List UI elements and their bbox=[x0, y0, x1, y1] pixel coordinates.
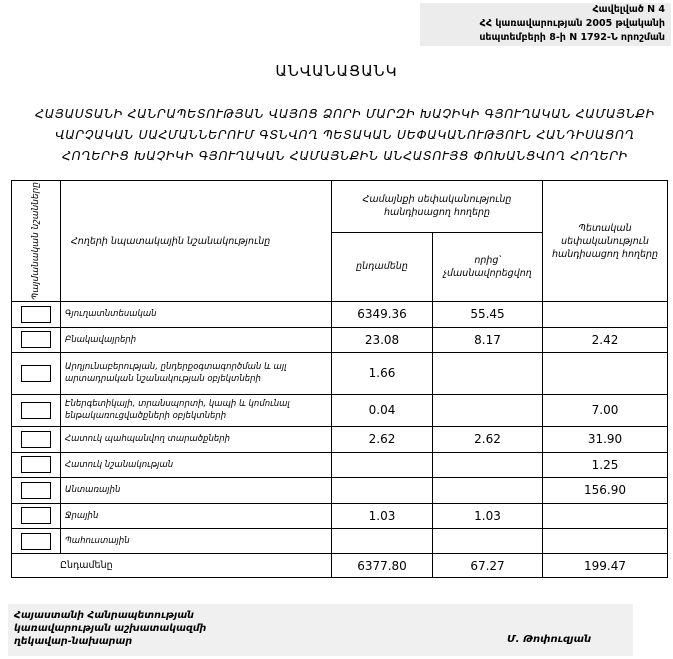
totals-state: 199.47 bbox=[543, 554, 668, 578]
row-total: 1.66 bbox=[332, 352, 433, 394]
row-state: 1.25 bbox=[543, 452, 668, 477]
row-state bbox=[543, 352, 668, 394]
code-box bbox=[12, 529, 61, 554]
table-row bbox=[12, 394, 668, 427]
table-row bbox=[12, 327, 668, 352]
row-total: 2.62 bbox=[332, 427, 433, 452]
community-group-header: Համայնքի սեփականությունը հանդիսացող հողերը bbox=[332, 181, 543, 233]
table-row bbox=[12, 427, 668, 452]
row-of-which bbox=[433, 529, 543, 554]
code-box bbox=[12, 327, 61, 352]
row-name: Անտառային bbox=[61, 478, 332, 503]
totals-of-which: 67.27 bbox=[433, 554, 543, 578]
total-header: ընդամենը bbox=[332, 232, 433, 301]
row-total: 23.08 bbox=[332, 327, 433, 352]
row-name: Պահուստային bbox=[61, 529, 332, 554]
signatory-line-2: կառավարության աշխատակազմի bbox=[14, 623, 207, 634]
row-total: 0.04 bbox=[332, 394, 433, 427]
document-title: ԱՆՎԱՆԱՑԱՆԿ bbox=[275, 62, 398, 80]
row-of-which bbox=[433, 452, 543, 477]
row-name: Էներգետիկայի, տրանսպորտի, կապի և կոմունալ ենթակառուցվածքների օբյեկտների bbox=[61, 394, 332, 427]
annex-reference bbox=[420, 3, 671, 46]
row-of-which bbox=[433, 352, 543, 394]
row-total: 6349.36 bbox=[332, 302, 433, 327]
of-which-header: որից՝ չմասնավորեցվող bbox=[433, 232, 543, 301]
table-row bbox=[12, 503, 668, 528]
document-subtitle bbox=[20, 103, 670, 166]
row-total bbox=[332, 478, 433, 503]
state-header: Պետական սեփականություն հանդիսացող հողերը bbox=[543, 181, 668, 302]
code-box bbox=[12, 302, 61, 327]
row-name: Բնակավայրերի bbox=[61, 327, 332, 352]
row-name: Գյուղատնտեսական bbox=[61, 302, 332, 327]
land-table bbox=[11, 180, 668, 578]
row-of-which: 2.62 bbox=[433, 427, 543, 452]
table-row bbox=[12, 302, 668, 327]
row-state bbox=[543, 503, 668, 528]
code-box bbox=[12, 478, 61, 503]
subtitle-line-2: ՎԱՐՉԱԿԱՆ ՍԱՀՄԱՆՆԵՐՈՒՄ ԳՏՆՎՈՂ ՊԵՏԱԿԱՆ ՍԵՓԱԿԱՆՈՒԹՅՈՒՆ ՀԱՆԴԻՍԱՑՈՂ bbox=[55, 127, 635, 142]
row-total: 1.03 bbox=[332, 503, 433, 528]
row-name: Հատուկ նշանակության bbox=[61, 452, 332, 477]
table-row bbox=[12, 529, 668, 554]
totals-row bbox=[12, 554, 668, 578]
signatory-line-3: ղեկավար-նախարար bbox=[14, 636, 133, 647]
row-of-which: 1.03 bbox=[433, 503, 543, 528]
row-state: 2.42 bbox=[543, 327, 668, 352]
totals-total: 6377.80 bbox=[332, 554, 433, 578]
annex-decree: ՀՀ կառավարության 2005 թվականի bbox=[479, 18, 665, 29]
annex-date: սեպտեմբերի 8-ի N 1792-Ն որոշման bbox=[479, 32, 665, 43]
code-header: Պայմանական նշանները bbox=[12, 181, 61, 302]
signatory-name: Մ. Թոփուզյան bbox=[507, 634, 592, 645]
signatory-line-1: Հայաստանի Հանրապետության bbox=[14, 610, 194, 621]
code-box bbox=[12, 452, 61, 477]
subtitle-line-3: ՀՈՂԵՐԻՑ ԽԱՉԻԿԻ ԳՅՈՒՂԱԿԱՆ ՀԱՄԱՅՆՔԻՆ ԱՆՀԱՏՈՒՅՑ ՓՈԽԱՆՑՎՈՂ ՀՈՂԵՐԻ bbox=[62, 148, 628, 163]
subtitle-line-1: ՀԱՅԱՍՏԱՆԻ ՀԱՆՐԱՊԵՏՈՒԹՅԱՆ ՎԱՅՈՑ ՁՈՐԻ ՄԱՐԶԻ ԽԱՉԻԿԻ ԳՅՈՒՂԱԿԱՆ ՀԱՄԱՅՆՔԻ bbox=[35, 106, 655, 121]
table-row bbox=[12, 478, 668, 503]
row-of-which bbox=[433, 478, 543, 503]
table-row bbox=[12, 352, 668, 394]
row-state bbox=[543, 302, 668, 327]
row-name: Ջրային bbox=[61, 503, 332, 528]
row-state: 156.90 bbox=[543, 478, 668, 503]
row-state: 31.90 bbox=[543, 427, 668, 452]
row-name: Արդյունաբերության, ընդերքօգտագործման և այլ արտադրական նշանակության օբյեկտների bbox=[61, 352, 332, 394]
row-of-which bbox=[433, 394, 543, 427]
code-box bbox=[12, 427, 61, 452]
row-of-which: 8.17 bbox=[433, 327, 543, 352]
signatory-block bbox=[8, 604, 633, 656]
row-of-which: 55.45 bbox=[433, 302, 543, 327]
row-total bbox=[332, 529, 433, 554]
row-total bbox=[332, 452, 433, 477]
annex-number: Հավելված N 4 bbox=[592, 4, 665, 15]
name-header: Հողերի նպատակային նշանակությունը bbox=[61, 181, 332, 302]
totals-label: Ընդամենը bbox=[12, 554, 332, 578]
row-state bbox=[543, 529, 668, 554]
row-state: 7.00 bbox=[543, 394, 668, 427]
code-box bbox=[12, 394, 61, 427]
table-row bbox=[12, 452, 668, 477]
code-box bbox=[12, 503, 61, 528]
row-name: Հատուկ պահպանվող տարածքների bbox=[61, 427, 332, 452]
code-box bbox=[12, 352, 61, 394]
